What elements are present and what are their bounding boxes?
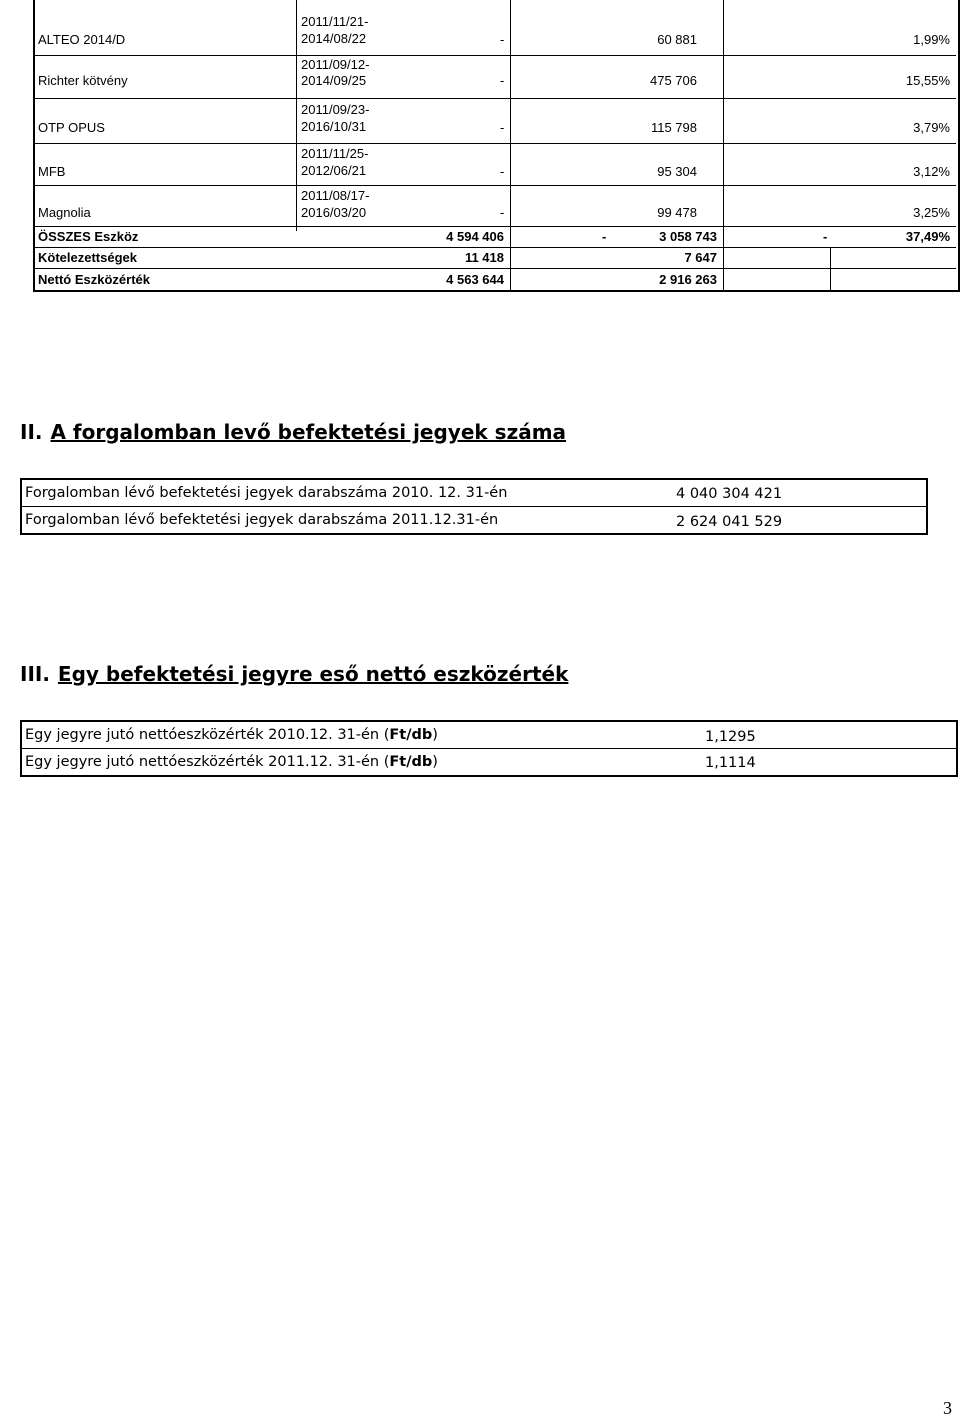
column-divider bbox=[296, 0, 297, 231]
period-end: 2012/06/21 bbox=[301, 163, 367, 178]
section-title: Egy befektetési jegyre eső nettó eszközérték bbox=[57, 662, 569, 686]
row-divider bbox=[33, 268, 956, 269]
net-asset-amount: 2 916 263 bbox=[659, 272, 717, 287]
row-divider bbox=[33, 55, 956, 56]
label-text: Egy jegyre jutó nettóeszközérték 2011.12. 31-én ( bbox=[25, 754, 390, 770]
section-title: A forgalomban levő befektetési jegyek száma bbox=[50, 420, 567, 444]
row-label bbox=[25, 727, 438, 743]
amount-value: 99 478 bbox=[657, 205, 697, 220]
nav-per-unit-table bbox=[20, 720, 958, 777]
row-value: 1,1114 bbox=[705, 755, 756, 771]
net-asset-value: 4 563 644 bbox=[446, 272, 504, 287]
row-divider bbox=[33, 98, 956, 99]
dash-value: - bbox=[500, 120, 505, 135]
total-assets-value: 4 594 406 bbox=[446, 229, 504, 244]
percent-value: 1,99% bbox=[913, 32, 950, 47]
row-label: Forgalomban lévő befektetési jegyek darabszáma 2011.12.31-én bbox=[25, 512, 499, 528]
amount-value: 475 706 bbox=[650, 73, 697, 88]
row-divider bbox=[33, 143, 956, 144]
table-row bbox=[22, 722, 956, 748]
period-end: 2014/09/25 bbox=[301, 73, 367, 88]
percent-value: 3,79% bbox=[913, 120, 950, 135]
table-row bbox=[22, 748, 956, 775]
amount-value: 115 798 bbox=[650, 120, 697, 135]
liabilities-value: 11 418 bbox=[464, 250, 504, 265]
asset-name: Magnolia bbox=[38, 205, 91, 220]
unit-text: Ft/db bbox=[389, 754, 433, 770]
dash-value: - bbox=[823, 229, 828, 244]
asset-name: Richter kötvény bbox=[38, 73, 128, 88]
period-end: 2014/08/22 bbox=[301, 31, 367, 46]
period-start: 2011/11/21- bbox=[301, 14, 369, 29]
period-start: 2011/09/23- bbox=[301, 102, 370, 117]
section-number: III. bbox=[20, 662, 50, 686]
asset-name: MFB bbox=[38, 164, 66, 179]
total-assets-label: ÖSSZES Eszköz bbox=[38, 229, 139, 244]
asset-name: OTP OPUS bbox=[38, 120, 105, 135]
row-divider bbox=[33, 185, 956, 186]
section-number: II. bbox=[20, 420, 43, 444]
asset-table bbox=[33, 0, 960, 292]
unit-text: Ft/db bbox=[389, 727, 433, 743]
total-assets-percent: 37,49% bbox=[905, 229, 950, 244]
dash-value: - bbox=[500, 205, 505, 220]
column-divider bbox=[830, 248, 831, 290]
period-end: 2016/10/31 bbox=[301, 119, 367, 134]
row-value: 4 040 304 421 bbox=[676, 486, 783, 502]
percent-value: 3,12% bbox=[913, 164, 950, 179]
table-row bbox=[22, 480, 926, 506]
dash-value: - bbox=[602, 229, 607, 244]
row-label: Forgalomban lévő befektetési jegyek darabszáma 2010. 12. 31-én bbox=[25, 485, 508, 501]
units-outstanding-table bbox=[20, 478, 928, 535]
row-divider bbox=[33, 247, 956, 248]
page-number: 3 bbox=[943, 1398, 952, 1418]
row-divider bbox=[33, 226, 956, 227]
asset-name: ALTEO 2014/D bbox=[38, 32, 126, 47]
section-heading bbox=[20, 420, 566, 444]
amount-value: 95 304 bbox=[657, 164, 697, 179]
percent-value: 15,55% bbox=[905, 73, 950, 88]
period-end: 2016/03/20 bbox=[301, 205, 367, 220]
liabilities-amount: 7 647 bbox=[684, 250, 717, 265]
liabilities-label: Kötelezettségek bbox=[38, 250, 137, 265]
period-start: 2011/09/12- bbox=[301, 57, 370, 72]
period-start: 2011/08/17- bbox=[301, 188, 370, 203]
table-row bbox=[22, 506, 926, 533]
row-label bbox=[25, 754, 438, 770]
label-text: ) bbox=[432, 754, 438, 770]
net-asset-value-label: Nettó Eszközérték bbox=[38, 272, 150, 287]
section-heading bbox=[20, 662, 568, 686]
dash-value: - bbox=[500, 73, 505, 88]
period-start: 2011/11/25- bbox=[301, 146, 369, 161]
total-assets-amount: 3 058 743 bbox=[659, 229, 717, 244]
row-value: 1,1295 bbox=[705, 729, 756, 745]
dash-value: - bbox=[500, 164, 505, 179]
label-text: ) bbox=[432, 727, 438, 743]
percent-value: 3,25% bbox=[913, 205, 950, 220]
dash-value: - bbox=[500, 32, 505, 47]
label-text: Egy jegyre jutó nettóeszközérték 2010.12. 31-én ( bbox=[25, 727, 390, 743]
row-value: 2 624 041 529 bbox=[676, 514, 783, 530]
amount-value: 60 881 bbox=[657, 32, 697, 47]
